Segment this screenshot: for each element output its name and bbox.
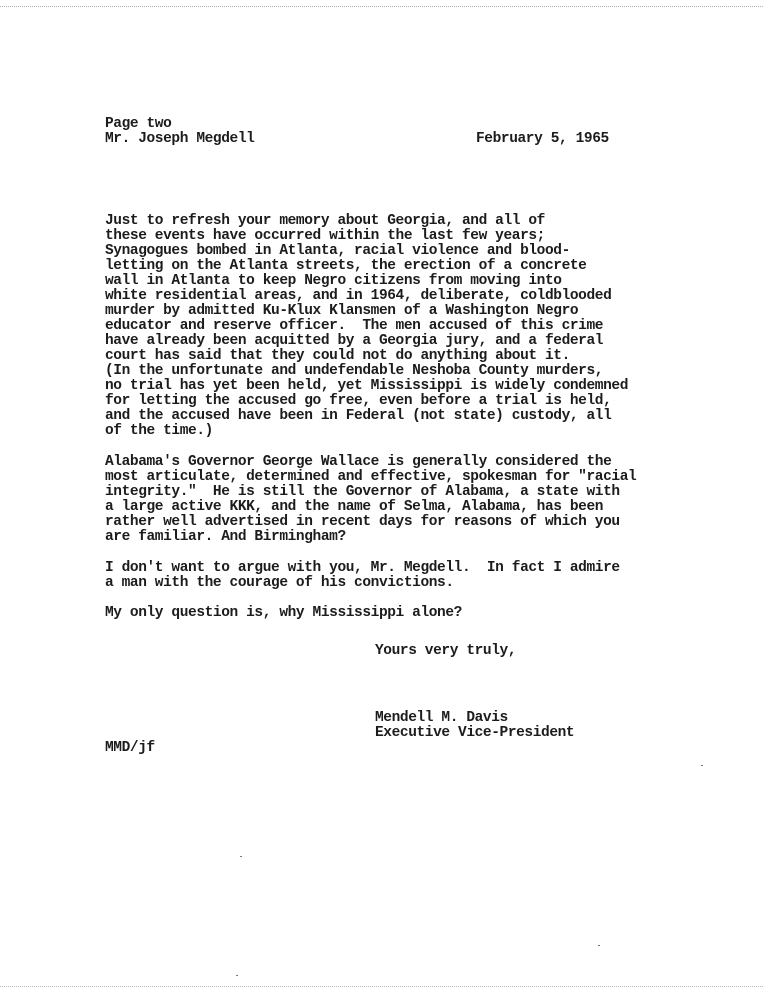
- paragraph-question: [105, 606, 462, 621]
- paragraph-line: My only question is, why Mississippi alone?: [105, 605, 462, 621]
- paragraph-line: (In the unfortunate and undefendable Neshoba County murders,: [105, 363, 604, 379]
- paragraph-line: Alabama's Governor George Wallace is generally considered the: [105, 454, 612, 470]
- letter-date: February 5, 1965: [476, 131, 609, 147]
- paragraph-line: white residential areas, and in 1964, deliberate, coldblooded: [105, 288, 612, 304]
- paragraph-line: no trial has yet been held, yet Mississippi is widely condemned: [105, 378, 628, 394]
- paragraph-line: letting on the Atlanta streets, the erection of a concrete: [105, 258, 587, 274]
- paragraph-line: and the accused have been in Federal (not state) custody, all: [105, 408, 612, 424]
- paragraph-georgia: [105, 214, 628, 439]
- signer-name: Mendell M. Davis: [375, 710, 508, 726]
- paragraph-line: educator and reserve officer. The men accused of this crime: [105, 318, 604, 334]
- paragraph-line: wall in Atlanta to keep Negro citizens from moving into: [105, 273, 562, 289]
- scan-speck: [240, 856, 242, 857]
- recipient-name: Mr. Joseph Megdell: [105, 131, 255, 147]
- paragraph-line: a man with the courage of his convictions.: [105, 575, 454, 591]
- paragraph-line: most articulate, determined and effective, spokesman for "racial: [105, 469, 637, 485]
- paragraph-line: I don't want to argue with you, Mr. Megdell. In fact I admire: [105, 560, 620, 576]
- paragraph-line: murder by admitted Ku-Klux Klansmen of a Washington Negro: [105, 303, 579, 319]
- page-bottom-edge: [0, 986, 763, 991]
- paragraph-line: these events have occurred within the last few years;: [105, 228, 545, 244]
- valediction: Yours very truly,: [375, 643, 517, 659]
- paragraph-argue: [105, 561, 620, 591]
- paragraph-line: court has said that they could not do anything about it.: [105, 348, 570, 364]
- paragraph-line: Synagogues bombed in Atlanta, racial violence and blood-: [105, 243, 570, 259]
- paragraph-alabama: [105, 455, 636, 545]
- paragraph-line: are familiar. And Birmingham?: [105, 529, 346, 545]
- paragraph-line: Just to refresh your memory about Georgia, and all of: [105, 213, 545, 229]
- paragraph-line: of the time.): [105, 423, 213, 439]
- scan-speck: [236, 975, 238, 976]
- paragraph-line: a large active KKK, and the name of Selma, Alabama, has been: [105, 499, 604, 515]
- page-top-edge: [0, 0, 763, 7]
- paragraph-line: integrity." He is still the Governor of Alabama, a state with: [105, 484, 620, 500]
- paragraph-line: have already been acquitted by a Georgia jury, and a federal: [105, 333, 604, 349]
- scan-speck: [701, 765, 703, 766]
- signer-title: Executive Vice-President: [375, 725, 575, 741]
- page-label: Page two: [105, 116, 172, 132]
- paragraph-line: rather well advertised in recent days for reasons of which you: [105, 514, 620, 530]
- scan-speck: [598, 945, 600, 946]
- paragraph-line: for letting the accused go free, even before a trial is held,: [105, 393, 612, 409]
- typist-initials: MMD/jf: [105, 740, 155, 756]
